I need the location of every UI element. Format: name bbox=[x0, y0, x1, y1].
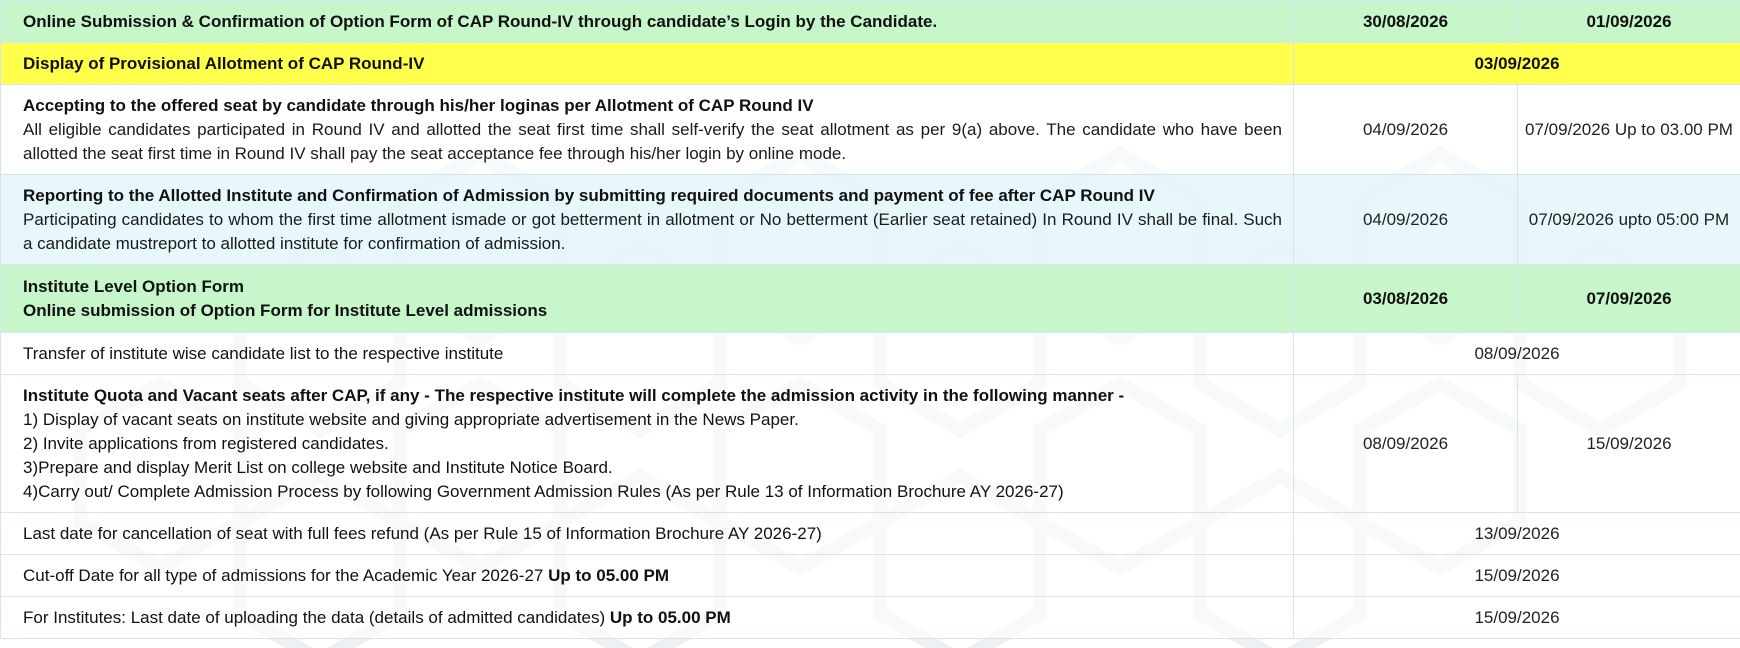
activity-title: Accepting to the offered seat by candidate through his/her loginas per Allotment of CAP Round IV bbox=[23, 95, 814, 115]
end-date: 07/09/2026 bbox=[1518, 265, 1740, 333]
activity-title: Online Submission & Confirmation of Option Form of CAP Round-IV through candidate’s Login by the Candidate. bbox=[1, 1, 1294, 43]
activity-title: Last date for cancellation of seat with full fees refund (As per Rule 15 of Information Brochure AY 2026-27) bbox=[1, 513, 1294, 555]
activity-title: Institute Level Option Form bbox=[23, 276, 245, 296]
list-item: 2) Invite applications from registered candidates. bbox=[23, 433, 389, 453]
activity-cell bbox=[1, 375, 1294, 513]
table-row bbox=[1, 265, 1740, 333]
start-date: 04/09/2026 bbox=[1294, 175, 1518, 265]
end-date: 01/09/2026 bbox=[1518, 1, 1740, 43]
activity-cell bbox=[1, 175, 1294, 265]
activity-cell bbox=[1, 85, 1294, 175]
table-row bbox=[1, 333, 1740, 375]
end-date: 07/09/2026 upto 05:00 PM bbox=[1518, 175, 1740, 265]
activity-title: For Institutes: Last date of uploading the data (details of admitted candidates) bbox=[23, 607, 606, 627]
list-item: 3)Prepare and display Merit List on college website and Institute Notice Board. bbox=[23, 457, 613, 477]
start-date: 03/08/2026 bbox=[1294, 265, 1518, 333]
activity-cell bbox=[1, 265, 1294, 333]
activity-date: 15/09/2026 bbox=[1294, 555, 1740, 597]
activity-description: All eligible candidates participated in Round IV and allotted the seat first time shall self-verify the seat allotment as per 9(a) above. The candidate who have been allotted the seat first time in Round IV shall pay the seat acceptance fee through his/her login by online mode. bbox=[23, 119, 1282, 163]
end-date: 15/09/2026 bbox=[1518, 375, 1740, 513]
start-date: 04/09/2026 bbox=[1294, 85, 1518, 175]
list-item: 4)Carry out/ Complete Admission Process by following Government Admission Rules (As per Rule 13 of Information Brochure AY 2026-27) bbox=[23, 481, 1064, 501]
activity-title: Reporting to the Allotted Institute and Confirmation of Admission by submitting required documents and payment of fee after CAP Round IV bbox=[23, 185, 1155, 205]
activity-date: 03/09/2026 bbox=[1294, 43, 1740, 85]
table-row bbox=[1, 555, 1740, 597]
end-date: 07/09/2026 Up to 03.00 PM bbox=[1518, 85, 1740, 175]
activity-title: Institute Quota and Vacant seats after CAP, if any - The respective institute will complete the admission activity in the following manner - bbox=[23, 385, 1125, 405]
list-item: 1) Display of vacant seats on institute website and giving appropriate advertisement in the News Paper. bbox=[23, 409, 799, 429]
activity-title: Transfer of institute wise candidate list to the respective institute bbox=[1, 333, 1294, 375]
table-row bbox=[1, 43, 1740, 85]
table-row bbox=[1, 375, 1740, 513]
start-date: 08/09/2026 bbox=[1294, 375, 1518, 513]
activity-title: Display of Provisional Allotment of CAP Round-IV bbox=[1, 43, 1294, 85]
activity-subtitle: Online submission of Option Form for Institute Level admissions bbox=[23, 300, 548, 320]
table-row bbox=[1, 597, 1740, 639]
activity-description: Participating candidates to whom the first time allotment ismade or got betterment in allotment or No betterment (Earlier seat retained) In Round IV shall be final. Such a candidate mustreport to allotted institute for confirmation of admission. bbox=[23, 209, 1282, 253]
table-row bbox=[1, 175, 1740, 265]
activity-date: 13/09/2026 bbox=[1294, 513, 1740, 555]
activity-title: Cut-off Date for all type of admissions for the Academic Year 2026-27 bbox=[23, 565, 544, 585]
table-row bbox=[1, 513, 1740, 555]
time-limit: Up to 05.00 PM bbox=[609, 607, 731, 627]
table-row bbox=[1, 85, 1740, 175]
activity-date: 15/09/2026 bbox=[1294, 597, 1740, 639]
activity-cell bbox=[1, 597, 1294, 639]
start-date: 30/08/2026 bbox=[1294, 1, 1518, 43]
activity-cell bbox=[1, 555, 1294, 597]
activity-date: 08/09/2026 bbox=[1294, 333, 1740, 375]
time-limit: Up to 05.00 PM bbox=[548, 565, 670, 585]
table-row bbox=[1, 1, 1740, 43]
